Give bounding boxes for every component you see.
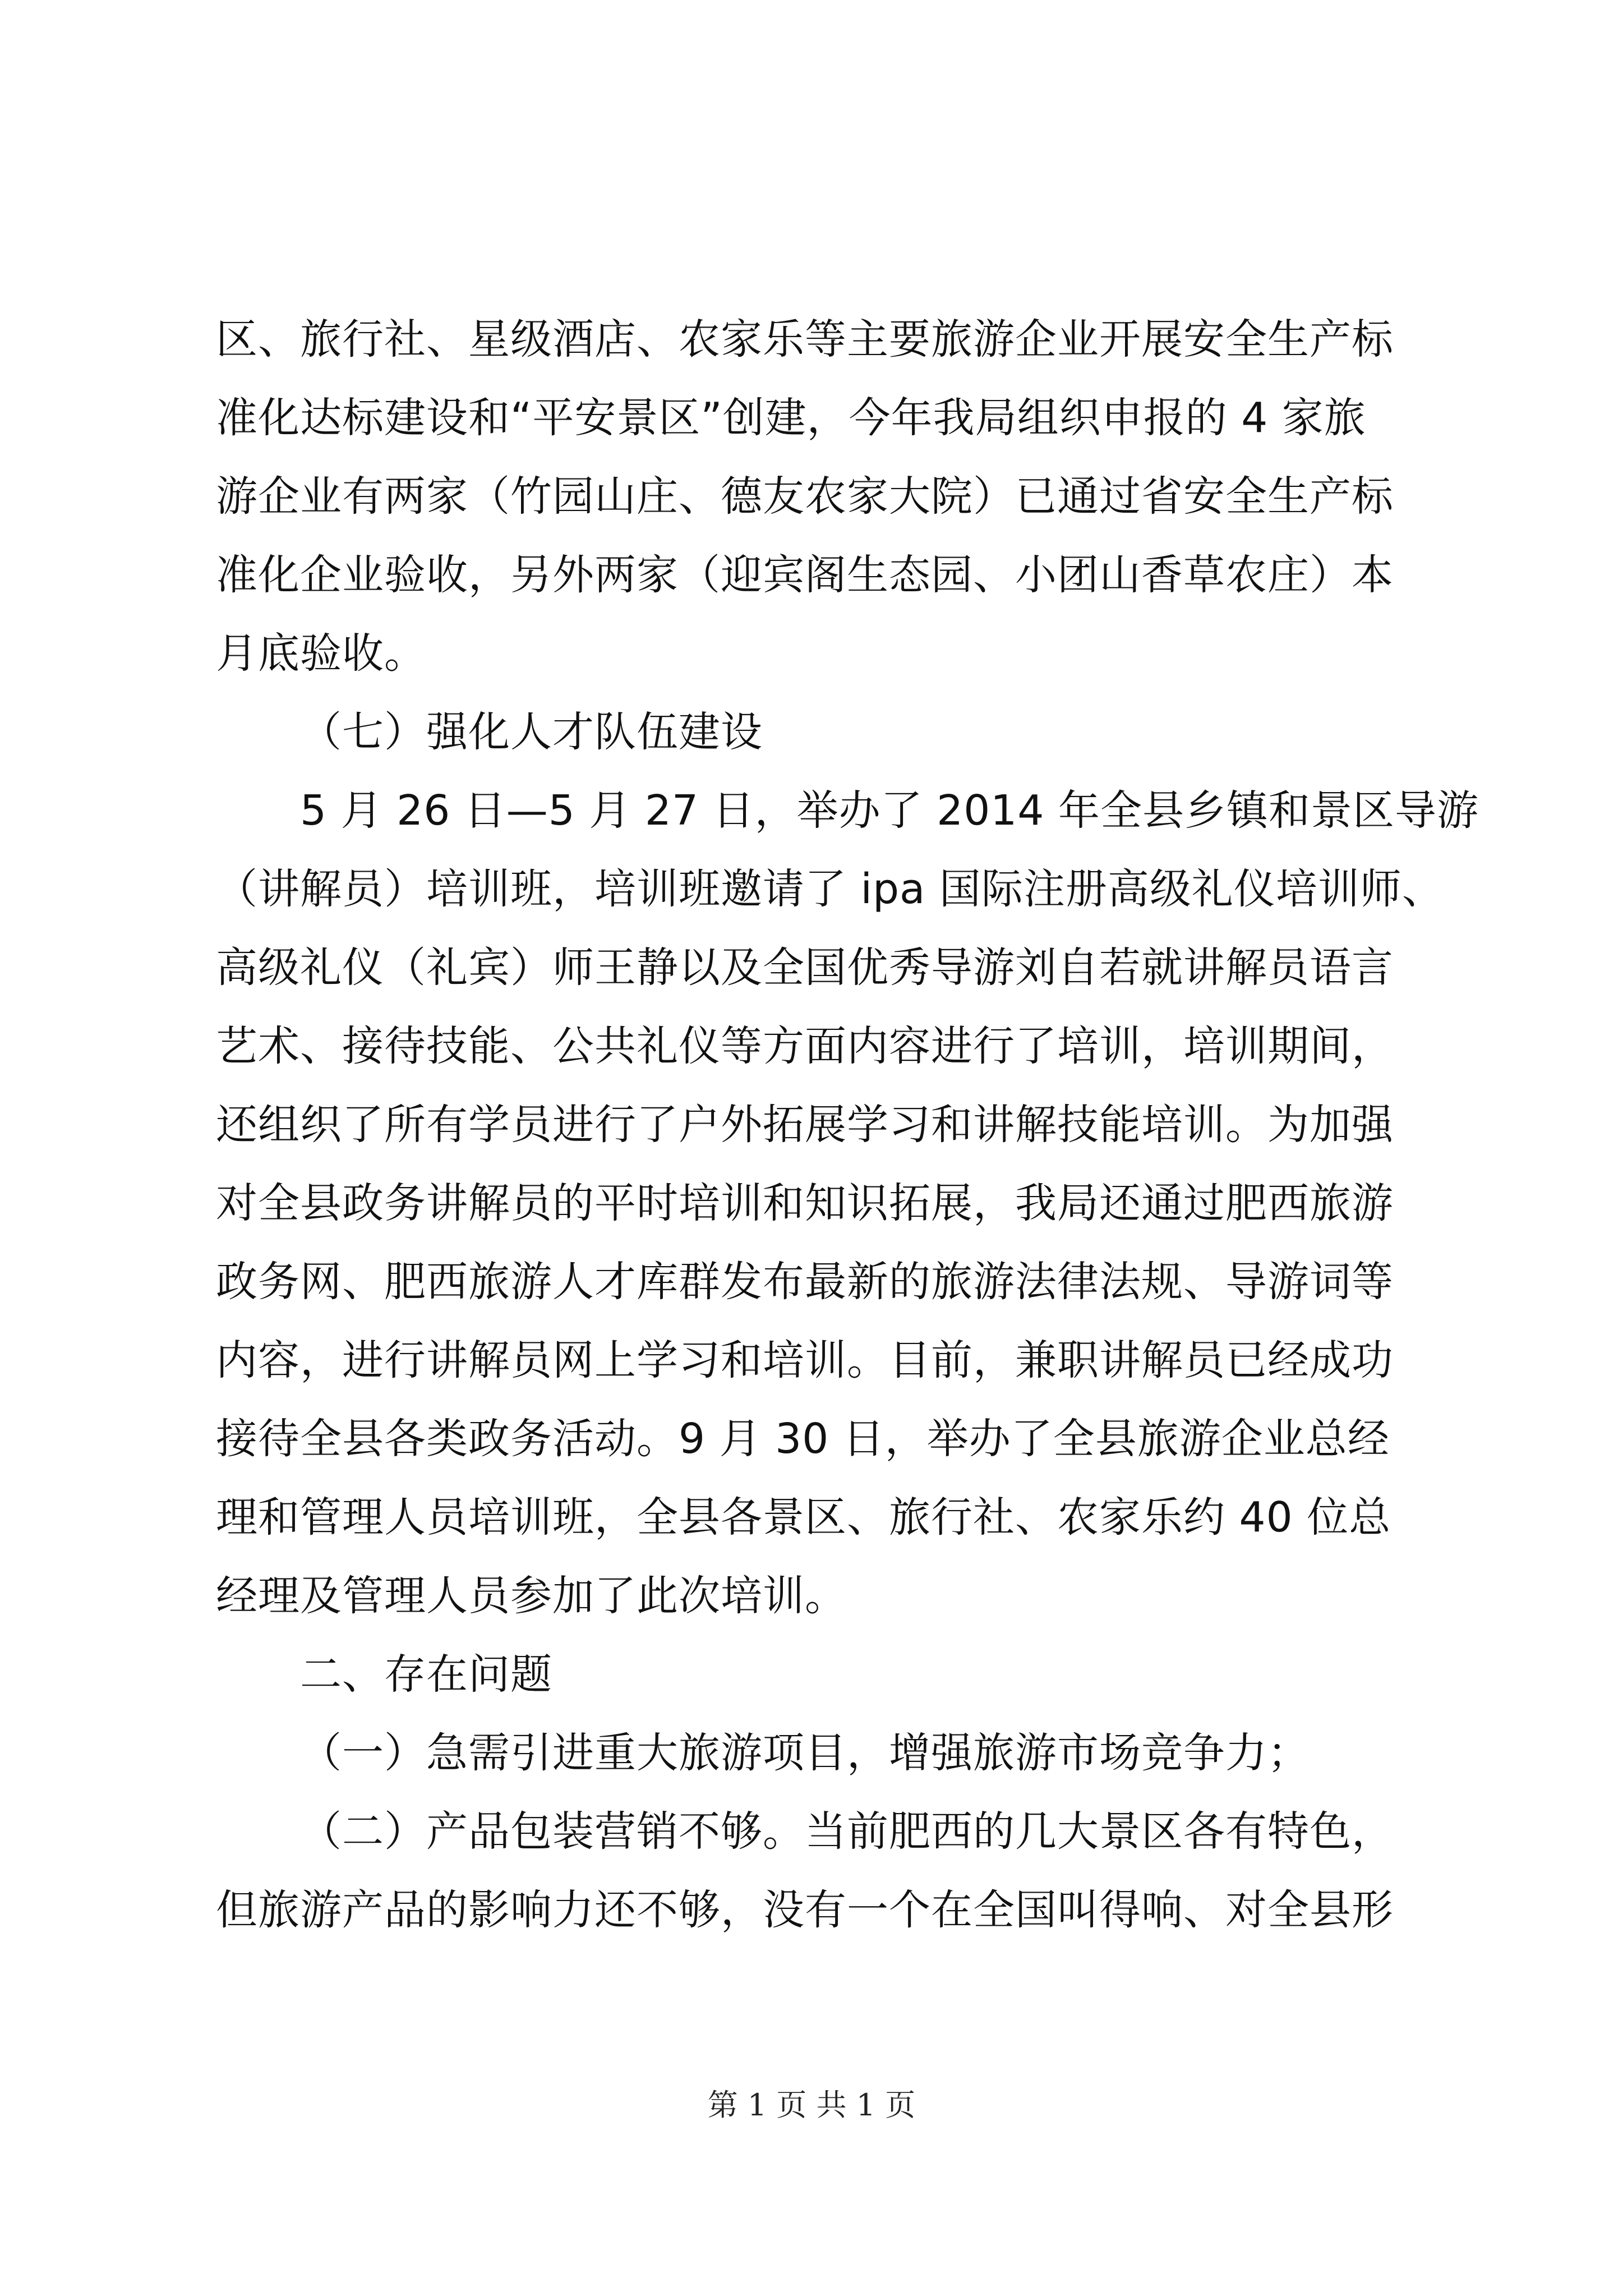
text-line: （讲解员）培训班，培训班邀请了 ipa 国际注册高级礼仪培训师、 [216, 865, 1444, 913]
section-heading: （七）强化人才队伍建设 [300, 708, 763, 756]
text-line: 5 月 26 日—5 月 27 日，举办了 2014 年全县乡镇和景区导游 [300, 786, 1479, 835]
text-line: 经理及管理人员参加了此次培训。 [216, 1572, 847, 1620]
text-line: （二）产品包装营销不够。当前肥西的几大景区各有特色， [300, 1807, 1394, 1856]
text-line: 还组织了所有学员进行了户外拓展学习和讲解技能培训。为加强 [216, 1101, 1394, 1149]
text-line: 政务网、肥西旅游人才库群发布最新的旅游法律法规、导游词等 [216, 1258, 1394, 1306]
page-footer: 第 1 页 共 1 页 [707, 2087, 916, 2123]
text-line: （一）急需引进重大旅游项目，增强旅游市场竞争力； [300, 1729, 1310, 1777]
text-line: 高级礼仪（礼宾）师王静以及全国优秀导游刘自若就讲解员语言 [216, 944, 1394, 992]
text-line: 准化达标建设和“平安景区”创建，今年我局组织申报的 4 家旅 [216, 394, 1366, 442]
text-line: 理和管理人员培训班，全县各景区、旅行社、农家乐约 40 位总 [216, 1493, 1391, 1542]
text-line: 对全县政务讲解员的平时培训和知识拓展，我局还通过肥西旅游 [216, 1179, 1394, 1227]
section-heading: 二、存在问题 [300, 1650, 552, 1699]
text-line: 但旅游产品的影响力还不够，没有一个在全国叫得响、对全县形 [216, 1886, 1394, 1934]
text-line: 月底验收。 [216, 629, 426, 678]
text-line: 准化企业验收，另外两家（迎宾阁生态园、小团山香草农庄）本 [216, 551, 1394, 599]
text-line: 接待全县各类政务活动。9 月 30 日，举办了全县旅游企业总经 [216, 1415, 1390, 1463]
text-line: 游企业有两家（竹园山庄、德友农家大院）已通过省安全生产标 [216, 472, 1394, 521]
text-line: 艺术、接待技能、公共礼仪等方面内容进行了培训，培训期间， [216, 1022, 1394, 1070]
text-line: 区、旅行社、星级酒店、农家乐等主要旅游企业开展安全生产标 [216, 315, 1394, 364]
text-line: 内容，进行讲解员网上学习和培训。目前，兼职讲解员已经成功 [216, 1336, 1394, 1384]
